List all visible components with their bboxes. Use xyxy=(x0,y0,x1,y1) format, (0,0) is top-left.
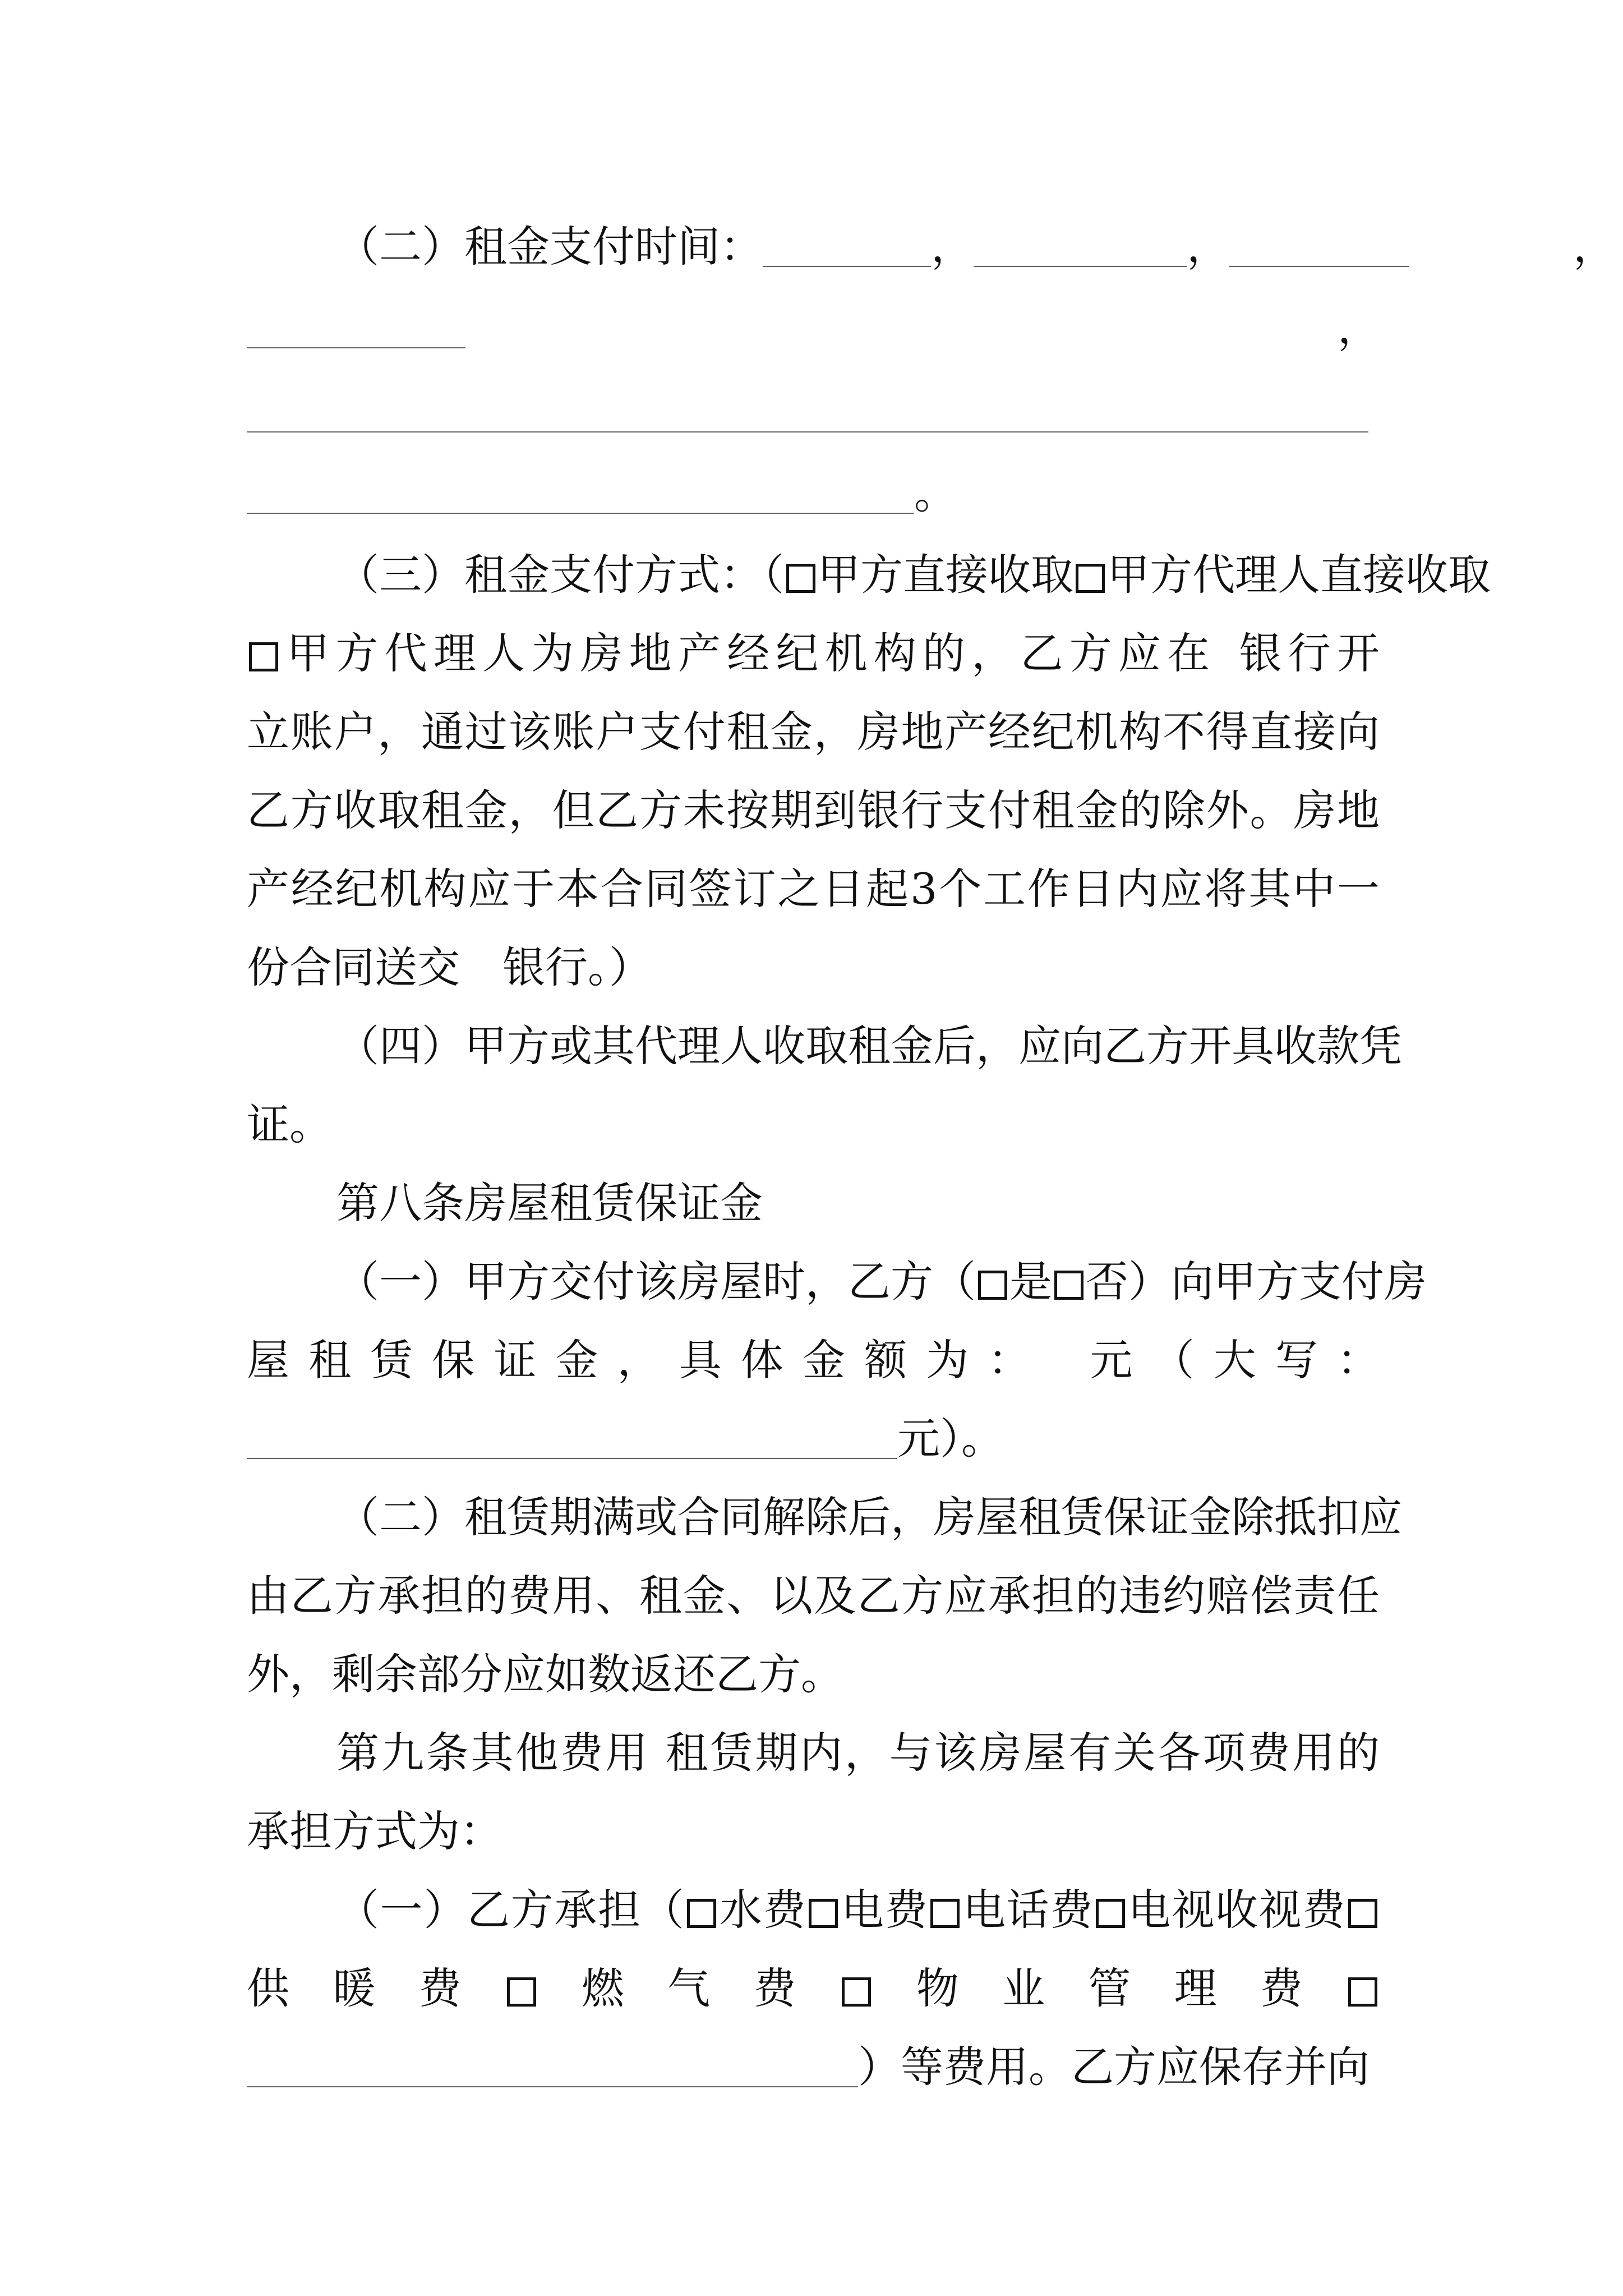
article-8-clause-2-line-1: （二）租赁期满或合同解除后，房屋租赁保证金除抵扣应 xyxy=(336,1492,1402,1542)
heating-fee: 供暖费 xyxy=(247,1963,505,2013)
checkbox-direct-collection[interactable] xyxy=(786,564,815,593)
water-fee: 水费 xyxy=(718,1885,807,1935)
blank-field[interactable] xyxy=(247,347,465,348)
fee-clause-prefix: （一）乙方承担（ xyxy=(336,1885,685,1935)
gas-fee: 燃气费 xyxy=(538,1963,840,2013)
article-8-clause-1-line-2: 屋租赁保证金，具体金额为： 元（大写： xyxy=(247,1335,1380,1385)
rent-payment-time-line xyxy=(336,208,1380,286)
deposit-clause-suffix: ）向甲方支付房 xyxy=(1128,1257,1427,1306)
article-8-clause-2-line-2: 由乙方承担的费用、租金、以及乙方应承担的违约赔偿责任 xyxy=(247,1571,1380,1621)
article-8-clause-1-line-1 xyxy=(336,1243,1427,1321)
rent-payment-time-label: （二）租金支付时间： xyxy=(336,222,763,272)
blank-field[interactable] xyxy=(763,266,931,267)
blank-field[interactable] xyxy=(247,431,1368,432)
blank-field[interactable] xyxy=(974,266,1187,267)
deposit-clause-prefix: （一）甲方交付该房屋时，乙方（ xyxy=(336,1257,976,1306)
payment-method-line-5: 产经纪机构应于本合同签订之日起3个工作日内应将其中一 xyxy=(247,864,1380,914)
receipt-clause-line-2: 证。 xyxy=(247,1099,332,1149)
checkbox-phone-fee[interactable] xyxy=(930,1899,960,1928)
option-agent-collection: 甲方代理人直接收取 xyxy=(1107,550,1491,600)
blank-line xyxy=(247,454,1380,533)
article-9-clause-1-line-3 xyxy=(247,2028,1380,2106)
article-9-clause-1-line-1 xyxy=(336,1871,1380,1949)
comma: ， xyxy=(931,222,974,272)
option-yes: 是 xyxy=(1009,1257,1052,1306)
payment-method-line-6: 份合同送交 银行。） xyxy=(247,942,652,992)
blank-field[interactable] xyxy=(247,1458,897,1459)
trailing-comma: ， xyxy=(1338,303,1380,353)
trailing-comma: ， xyxy=(1573,222,1616,272)
receipt-clause-line-1: （四）甲方或其代理人收取租金后，应向乙方开具收款凭 xyxy=(336,1021,1402,1071)
article-8-title: 第八条房屋租赁保证金 xyxy=(336,1178,763,1228)
checkbox-agency-account[interactable] xyxy=(249,642,278,671)
payment-method-line-1 xyxy=(336,536,1491,614)
checkbox-extra[interactable] xyxy=(1348,1899,1377,1928)
checkbox-other-fee[interactable] xyxy=(1348,1977,1377,2007)
period: 。 xyxy=(914,468,957,518)
article-9-clause-1-line-2 xyxy=(247,1949,1380,2028)
option-direct-collection: 甲方直接收取 xyxy=(818,550,1073,600)
electric-fee: 电费 xyxy=(840,1885,929,1935)
yuan-close: 元）。 xyxy=(897,1414,1004,1464)
article-8-clause-2-line-3: 外，剩余部分应如数返还乙方。 xyxy=(247,1649,843,1699)
blank-field[interactable] xyxy=(247,2086,858,2087)
tv-fee: 电视收视费 xyxy=(1127,1885,1347,1935)
payment-method-line-2 xyxy=(247,614,1380,693)
checkbox-property-fee[interactable] xyxy=(842,1977,871,2007)
blank-field[interactable] xyxy=(1229,266,1409,267)
article-9-line-1: 第九条其他费用 租赁期内，与该房屋有关各项费用的 xyxy=(336,1728,1380,1778)
article-8-clause-1-line-3 xyxy=(247,1400,1380,1478)
comma: ， xyxy=(1187,222,1229,272)
checkbox-gas-fee[interactable] xyxy=(507,1977,536,2007)
checkbox-agent-collection[interactable] xyxy=(1076,564,1105,593)
checkbox-deposit-no[interactable] xyxy=(1054,1271,1083,1300)
payment-method-label: （三）租金支付方式：（ xyxy=(336,550,784,600)
checkbox-tv-fee[interactable] xyxy=(1096,1899,1125,1928)
phone-fee: 电话费 xyxy=(962,1885,1094,1935)
payment-method-line-4: 乙方收取租金，但乙方未按期到银行支付租金的除外。房地 xyxy=(247,785,1380,835)
blank-line xyxy=(247,289,1380,367)
fee-clause-tail: ）等费用。乙方应保存并向 xyxy=(858,2042,1370,2092)
bank-open-text: 银行开 xyxy=(1233,628,1380,678)
article-9-line-2: 承担方式为： xyxy=(247,1806,502,1856)
option-no: 否 xyxy=(1086,1257,1128,1306)
option-agency-account: 甲方代理人为房地产经纪机构的，乙方应在 xyxy=(280,628,1216,678)
blank-field[interactable] xyxy=(247,513,914,514)
checkbox-deposit-yes[interactable] xyxy=(978,1271,1007,1300)
checkbox-electric-fee[interactable] xyxy=(809,1899,838,1928)
checkbox-water-fee[interactable] xyxy=(687,1899,716,1928)
payment-method-line-3: 立账户，通过该账户支付租金，房地产经纪机构不得直接向 xyxy=(247,707,1380,757)
property-fee: 物业管理费 xyxy=(873,1963,1347,2013)
blank-line xyxy=(247,373,1380,452)
